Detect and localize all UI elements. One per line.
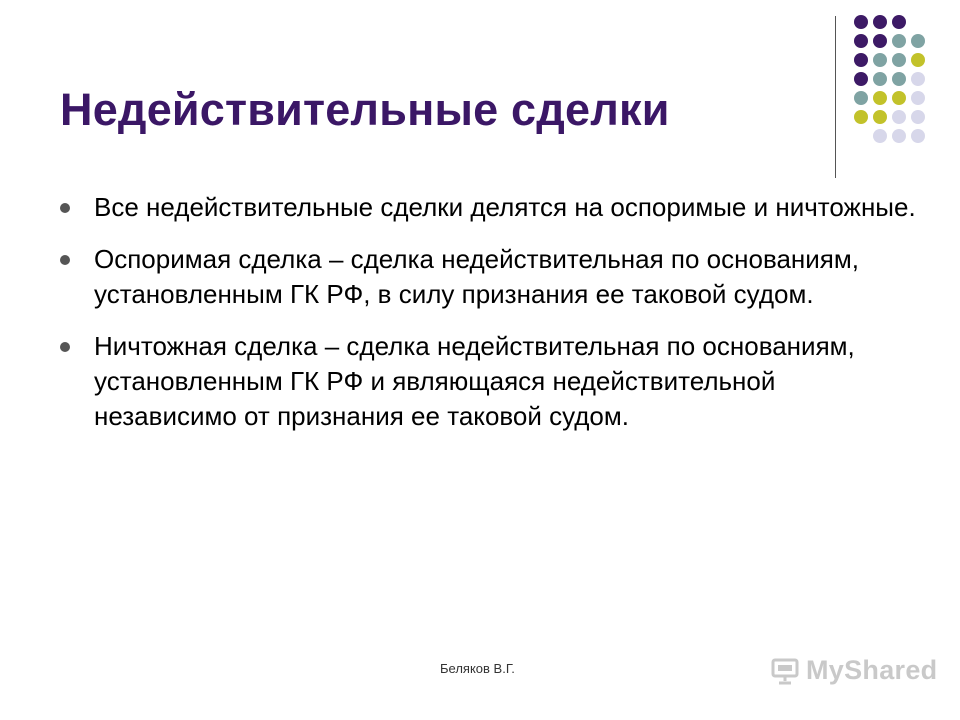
decorative-dot — [873, 129, 887, 143]
decorative-dot — [892, 129, 906, 143]
presentation-screen-icon — [770, 657, 800, 685]
decorative-dot — [892, 53, 906, 67]
decorative-dot — [911, 53, 925, 67]
decorative-dot — [873, 91, 887, 105]
decorative-dot — [892, 34, 906, 48]
decorative-dot — [892, 72, 906, 86]
decorative-dot — [911, 110, 925, 124]
decorative-dot — [854, 72, 868, 86]
decorative-dot — [873, 72, 887, 86]
decorative-dot — [854, 110, 868, 124]
decorative-dot — [873, 15, 887, 29]
bullet-item-3 — [60, 329, 920, 434]
decorative-dot — [892, 91, 906, 105]
decorative-dot — [854, 15, 868, 29]
decorative-dot — [873, 34, 887, 48]
decorative-dot — [854, 53, 868, 67]
bullet-item-1 — [60, 190, 920, 225]
vertical-divider — [835, 16, 836, 178]
bullet-text: Все недействительные сделки делятся на оспоримые и ничтожные. — [94, 192, 916, 222]
decorative-dot — [892, 110, 906, 124]
decorative-dot — [911, 91, 925, 105]
decorative-dot — [873, 53, 887, 67]
slide-title: Недействительные сделки — [60, 84, 670, 135]
decorative-dot — [854, 34, 868, 48]
myshared-logo[interactable] — [770, 655, 938, 689]
decorative-dot — [873, 110, 887, 124]
bullet-icon — [60, 203, 70, 213]
bullet-icon — [60, 255, 70, 265]
decorative-dot — [854, 91, 868, 105]
decorative-dot — [892, 15, 906, 29]
decorative-dot — [911, 34, 925, 48]
bullet-list — [60, 190, 920, 451]
logo-text: MyShared — [806, 655, 938, 685]
decorative-dot — [911, 72, 925, 86]
bullet-text: Оспоримая сделка – сделка недействительная по основаниям, установленным ГК РФ, в силу признания ее таковой судом. — [94, 244, 859, 309]
decorative-dot — [911, 129, 925, 143]
bullet-item-2 — [60, 242, 920, 312]
bullet-text: Ничтожная сделка – сделка недействительная по основаниям, установленным ГК РФ и являющаяся недействительной независимо от признания ее таковой судом. — [94, 331, 855, 431]
bullet-icon — [60, 342, 70, 352]
footer-author: Беляков В.Г. — [440, 661, 515, 676]
